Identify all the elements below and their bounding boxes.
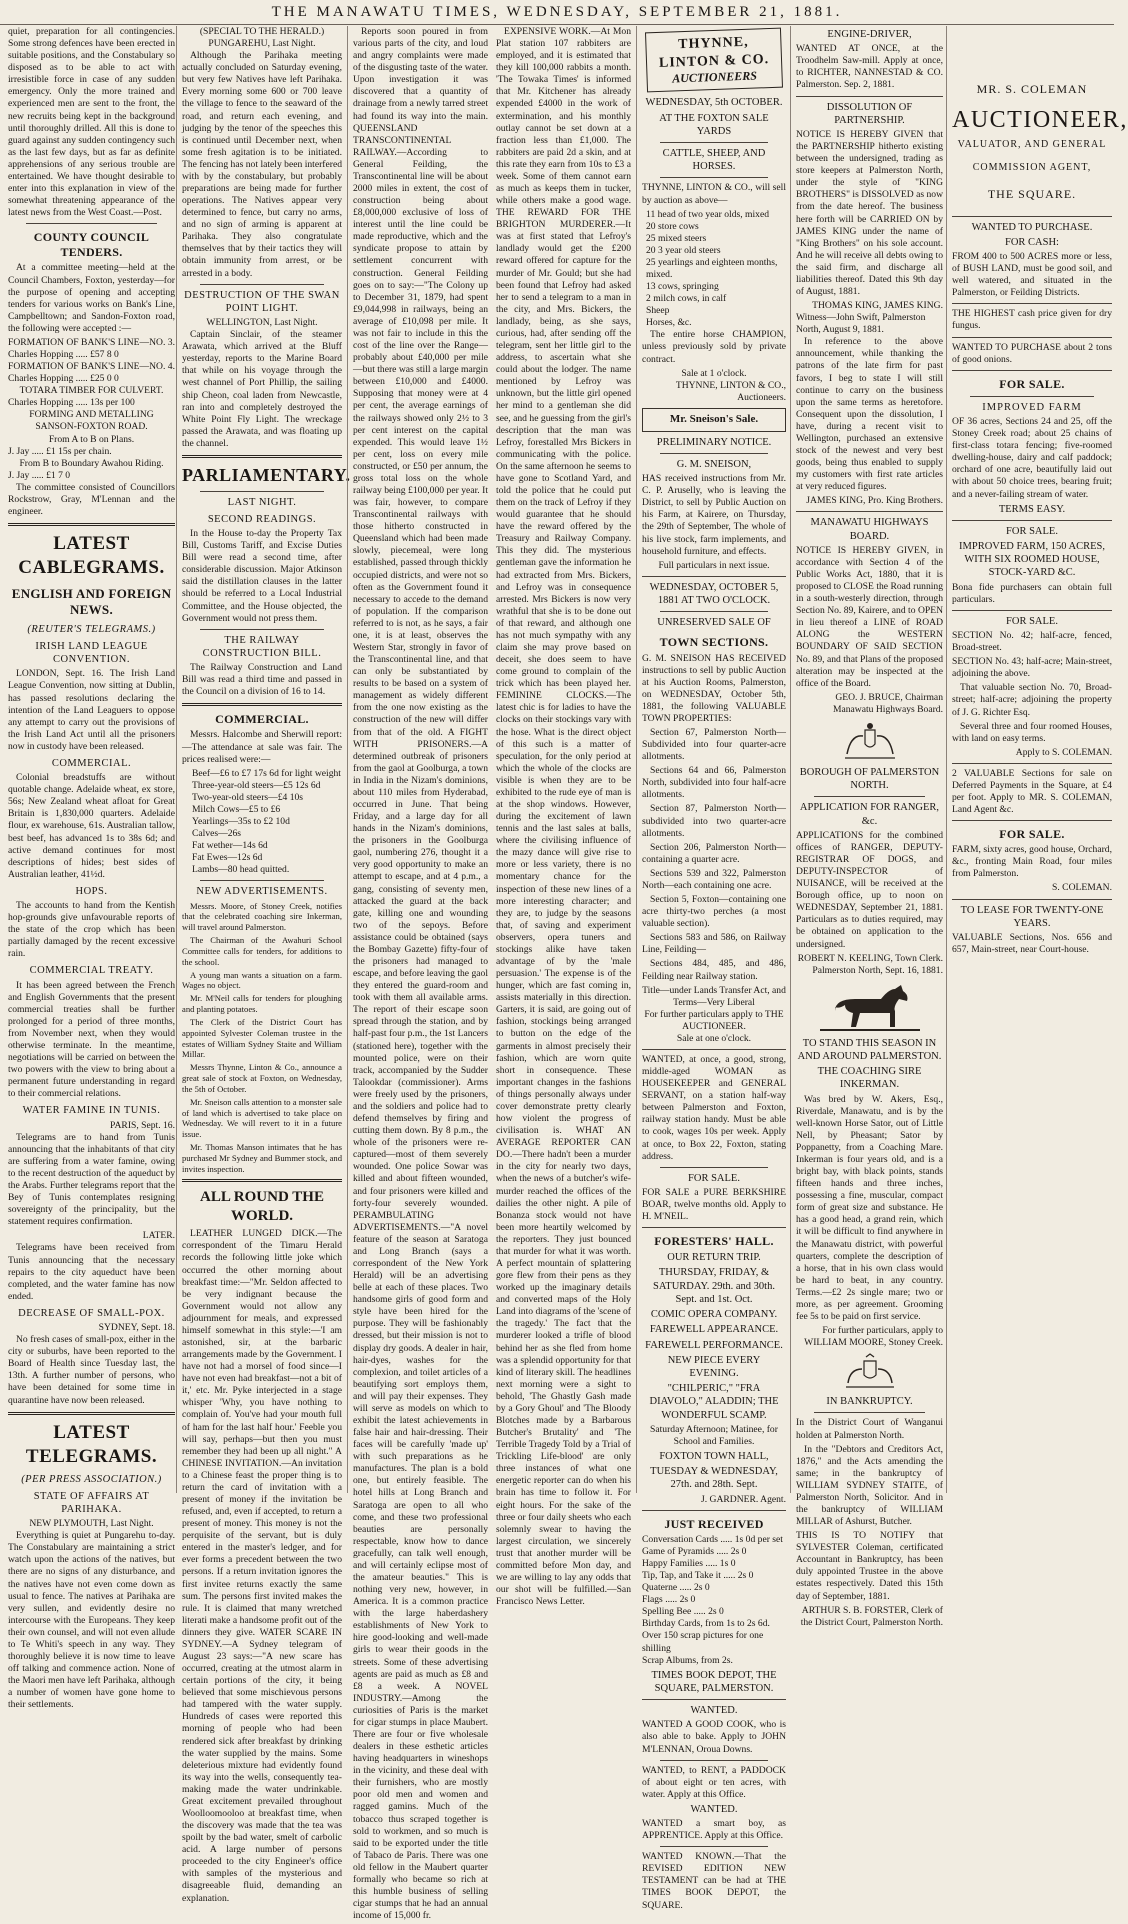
wanted-rent: WANTED, to RENT, a PADDOCK of about eight or ten acres, with water. Apply at this Office. xyxy=(642,1764,786,1800)
article-text: The committee consisted of Councillors Rockstrow, Gray, M'Lennan and the engineer. xyxy=(8,481,175,518)
coaching-sire: THE COACHING SIRE INKERMAN. xyxy=(817,1066,922,1091)
foxton-hall: FOXTON TOWN HALL, xyxy=(659,1451,769,1463)
livestock-item: 20 3 year old steers xyxy=(646,244,721,256)
town-item: Section 5, Foxton—containing one acre thirty-two perches (a most valuable section). xyxy=(642,894,786,930)
reference-text: In reference to the above announcement, while thanking the patrons of the late firm for past favors, I beg to state I will still continue to carry on the business upon the same terms as heretofore. Consequent upon the dissolution, I have, during a recent visit to Wellington, purchased an extensive stock of the newest and very best goods, being thus enabled to supply my customers with first rate articles at very reduced figures. xyxy=(796,336,943,493)
particulars: For further particulars apply to THE AUCTIONEER. xyxy=(644,1008,784,1032)
reference-sign: JAMES KING, Pro. King Brothers. xyxy=(806,495,943,507)
sale-place: AT THE FOXTON SALE YARDS xyxy=(659,112,769,137)
headline-english-foreign: ENGLISH AND FOREIGN NEWS. xyxy=(11,585,172,618)
received-item: Quaterne ..... 2s 0 xyxy=(642,1582,710,1594)
article-text: LONDON, Sept. 16. The Irish Land League Convention, now sitting at Dublin, has passed resolutions declaring the intention of the Land Leaguers to oppose any attempt to carry out the provisions of the Irish Land Act until all the prisoners now in custody have been released. xyxy=(8,668,175,752)
rule xyxy=(200,284,324,285)
livestock-item: Horses, &c. xyxy=(646,317,692,329)
masthead: THE MANAWATU TIMES, WEDNESDAY, SEPTEMBER 21, 1881. xyxy=(0,0,1114,25)
apply-coleman: Apply to S. COLEMAN. xyxy=(1015,746,1112,758)
tender-item: Charles Hopping ..... £25 0 0 xyxy=(8,373,119,385)
article-text: Telegrams are to hand from Tunis announcing that the inhabitants of that city are suffering from a water famine, owing to the recent destruction of the aqueduct by the Arabs. Further telegrams report that the Bey of Tunis contemplates resigning sovereignty of the principality, but the statement requires confirmation. xyxy=(8,1131,175,1228)
headline-swan: DESTRUCTION OF THE SWAN POINT LIGHT. xyxy=(184,289,340,314)
highways-head: MANAWATU HIGHWAYS BOARD. xyxy=(810,517,929,542)
received-list xyxy=(642,1534,786,1667)
price-item: Calves—26s xyxy=(192,828,242,840)
commission-line: COMMISSION AGENT, xyxy=(972,161,1092,173)
court-line: In the District Court of Wanganui holden at Palmerston North. xyxy=(796,1417,943,1441)
dateline: PARIS, Sept. 16. xyxy=(110,1119,175,1131)
town-list xyxy=(642,727,786,983)
ranger-head: APPLICATION FOR RANGER, &c. xyxy=(799,802,940,827)
rule xyxy=(952,763,1112,764)
improved-farm-150: IMPROVED FARM, 150 ACRES, WITH SIX ROOMED HOUSE, STOCK-YARD &C. xyxy=(959,541,1105,579)
livestock-item: 11 head of two year olds, mixed xyxy=(646,208,769,220)
received-item: Spelling Bee ..... 2s 0 xyxy=(642,1606,724,1618)
sneison-sale-box: Mr. Sneison's Sale. xyxy=(642,408,786,432)
for-sale-boar: FOR SALE a PURE BERKSHIRE BOAR, twelve months old. Apply to H. M'NEIL. xyxy=(642,1186,786,1223)
livestock-item: Sheep xyxy=(646,305,670,317)
wanted-known: WANTED KNOWN.—That the REVISED EDITION NEW TESTAMENT can be had at THE TIMES BOOK DEPOT, the SQUARE. xyxy=(642,1851,786,1911)
title-line: Title—under Lands Transfer Act, and xyxy=(642,984,786,996)
double-rule xyxy=(182,703,342,706)
tender-item: J. Jay ..... £1 7 0 xyxy=(8,469,71,481)
tender-item: FORMATION OF BANK'S LINE—NO. 3. xyxy=(8,336,175,348)
headline-council: COUNTY COUNCIL TENDERS. xyxy=(33,230,150,260)
for-cash: FOR CASH: xyxy=(1005,236,1059,248)
livestock-item: 13 cows, springing xyxy=(646,281,719,293)
rule xyxy=(814,796,925,797)
livestock-item: 2 milch cows, in calf xyxy=(646,293,727,305)
rule xyxy=(642,1510,786,1511)
price-list xyxy=(182,768,342,877)
tender-item: From A to B on Plans. xyxy=(48,433,135,445)
bankruptcy-text: In the "Debtors and Creditors Act, 1876," and the Acts amending the same; in the bankruptcy of WILLIAM SYDNEY STAITE, of Palmerston North, Solicitor. And in the bankruptcy of WILLIAM MILLAR of Ashurst, Butcher. xyxy=(796,1443,943,1528)
price-item: Beef—£6 to £7 17s 6d for light weight xyxy=(192,767,341,779)
column-5 xyxy=(790,26,948,1628)
headline-parihaka: STATE OF AFFAIRS AT PARIHAKA. xyxy=(33,1490,150,1515)
wanted-cook: WANTED A GOOD COOK, who is also able to bake. Apply to JOHN M'LENNAN, Oroua Downs. xyxy=(642,1719,786,1755)
wanted-purchase: WANTED TO PURCHASE. xyxy=(971,221,1093,233)
wanted-onions: WANTED TO PURCHASE about 2 tons of good onions. xyxy=(952,341,1112,365)
rule xyxy=(796,96,943,97)
article-text: LEATHER LUNGED DICK.—The correspondent of the Timaru Herald records the following little joke which occurred the other morning about breakfast time:—"Mr. Seldon affected to be very indignant because the Government would not allow any adjournment for meals, and expressed himself somewhat in this style:—'I am astonished, sir, at the barbaric arrangements made by the Government. I have not had a morsel of food since—I have not even had breakfast—not a bit of it,' etc. Mr. Pyke interjected in a stage whisper 'Why, you have nothing to complain of. You've had your mouth full of ham for the last half hour.' Feeble you will say, perhaps—but then you must remember they had been up all night." A CHINESE INVITATION.—An invitation to a Chinese feast the proper thing is to return the card of invitation with a present of money if the invitation be refused, and, even if accepted, to return a present of money. This money is not the perquisite of the servant, but is duly entered in the master's ledger, and for ever forms a precedent between the two persons. If a return invitation ignores the first invitee returns exactly the same sum. The persons first invited makes the rule. It is claimed that many wretched literati make a handsome profit out of the dinners they give. WATER SCARE IN SYDNEY.—A Sydney telegram of August 23 says:—"A new scare has occurred, creating at the utmost alarm in certain portions of the city, it being believed that some mischievous persons had tampered with the water supply. Hundreds of cases were reported this morning of people who had been rendered sick after breakfast by drinking the water supplied by the mains. Some deleterious mixture had evidently found its way into the wells, consequently tea-making made the water undrinkable. Great excitement prevailed throughout Woolloomooloo at breakfast time, when the discovery was made that the tea was spoilt by the bad water, smelt of carbolic acid. A large number of persons proceeded to the city Engineer's office with samples of the mysterious and disagreeable fluid, demanding an explanation. xyxy=(182,1228,342,1904)
price-item: Yearlings—35s to £2 10d xyxy=(192,816,290,827)
town-item: Sections 484, 485, and 486, Feilding near Railway station. xyxy=(642,958,786,982)
column-2 xyxy=(176,26,351,1904)
ad-note: Messrs. Moore, of Stoney Creek, notifies that the celebrated coaching sire Inkerman, will travel around Palmerston. xyxy=(182,900,342,933)
for-sale-head: FOR SALE. xyxy=(1006,615,1058,627)
article-text: EXPENSIVE WORK.—At Mon Plat station 107 rabbiters are employed, and it is estimated that they kill 100,000 rabbits a month. 'The Towaka Times' is informed that Mr. Kitchener has already expended £4000 in the work of extermination, and his monthly outlay cannot be set down at a fraction less than £1,000. The rabbiters are paid 2d a skin, and at this rate they earn from 10s to £3 a week. Some of them cannot earn as much as keeps them in tucker, while others make a good wage. THE REWARD FOR THE BRIGHTON MURDERER.—It was at first stated that Lefroy's landlady would get the £200 reward offered for capture for the murder of Mr. Gould; but she had been found that Lefroy had asked her to send a telegram to a man in the city, and Mrs. Bickers, the landlady, being, as she says, curious, had, after sending off the telegram, sent her little girl to the address, to ascertain what she could about the lodger. The name mentioned by Lefroy was unknown, but the little girl opened her mind to a gentleman she did see, and he guessing from the girl's description that the man was Lefroy, forestalled Mrs Bickers in communicating with the police. On the same afternoon he seems to have gone to Scotland Yard, and told the police that he could put them on the track of Lefroy if they would guarantee that he should have the reward offered by the Treasury and Railway Company. This they did. The mysterious gentleman gave the information he had extracted from Mrs. Bickers, and Lefroy was in consequence arrested. Mrs Bickers is now very wrathful that she is to be done out of that reward, and although one has not much sympathy with any claim she may prove based on deceit, she does seem to have come ground to complain of the trick which has been played her. FEMININE CLOCKS.—The latest chic is for ladies to have the clocks on their stockings vary with the hose. What is the direct object of this such is a matter of speculation, for the only period at which the whole of the clocks are visible is when they are to be exhibited to the rude eye of man is at the shop windows. However, during the excitement of lawn tennis and the last sales at balls, where the civilising influence of the mazy dance will give rise to more or less variety, there is no momentary chance for the inspection of these new lines of a more interesting character; and they are, to judge by the seasons that, of saving and experiment observers, opera tuners and stockings alike have taken advantage of by the 'male persuasion.' The expense is of the hunger, which are fast coming in, assists materially in this direction. Garters, it is said, are going out of fashion, stockings being arranged to button on the edge of the garments in almost precisely their fashion, which are worn quite short in consequence. These important changes in the fashions of things personally always under cover demonstrate pretty clearly how violent the progress of civilisation is. WHAT AN AVERAGE REPORTER CAN DO.—There hadn't been a murder in the city for nearly two days, when the news of a butcher's wife-murder reached the offices of the dailies the other night. A pile of Bonanza stock would not have been more heartily welcomed by the reporters. They just bounced that murder for what it was worth. A perfect mountain of splattering gore flew from their pens as they worked up the imaginary details and converted maps of the Holy Land into diagrams of the 'scene of the tragedy.' The fact that the murderer looked a trifle of blood behind her as she fled from home was a splendid opportunity for that kind of literary skill. The headlines next morning were a sight to behold, 'The Ghastly Gash made by a Gory Ghoul' and 'The Bloody Blotches made by a Barbarous Butcher's Brutality' and 'The Terrible Tragedy Told by a Trial of Trickling Life-blood' are only three instances of what one energetic reporter can do when his brain has time to follow it. For eight hours. For the sake of the three or four daily sheets who each solemnly swear to having the largest circulation, we sincerely trust that another murder will be committed before Mon day, and we are willing to lay any odds that our shot will be fulfilled.—San Francisco News Letter. xyxy=(496,26,631,1608)
highest-price: THE HIGHEST cash price given for dry fungus. xyxy=(952,308,1112,332)
farm-text: OF 36 acres, Sections 24 and 25, off the Stoney Creek road; about 25 chains of first-class totara fencing; five-roomed dwelling-house, dairy and calf paddock; orchard of one acre, beautifully laid out with about 50 choice trees, bearing fruit; and a never-failing stream of water. xyxy=(952,416,1112,500)
rule xyxy=(952,610,1112,611)
dissolution-text: NOTICE IS HEREBY GIVEN that the PARTNERSHIP hitherto existing between the undersigned, trading as store keepers at Palmerston North, under the style of "KING BROTHERS" is DISSOLVED as now from the date hereof. The business here forth will be CARRIED ON by JAMES KING under the name of "King Brothers" on his sole account. And he will receive all debts owing to the said firm, and discharge all liabilities thereof. Dated this 9th day of August, 1881. xyxy=(796,128,943,297)
new-piece: NEW PIECE EVERY EVENING. xyxy=(667,1354,761,1379)
article-text: Although the Parihaka meeting actually concluded on Saturday evening, but very few Natives have left Parihaka. Every morning some 600 or 700 leave the village to fence to the seaward of the road, and return each evening, and judging by the tenor of the speeches this is continued until December next, when some fresh agitation is to be initiated. The fencing has not lately been interfered with by the constabulary, but probably preparations are being made for further operations. The Natives appear very determined to fence, but carry no arms, and no sign of arming is apparent at Parihaka. They also congratulate themselves that by their tactics they will obtain immunity from arrest, or be arrested in a body. xyxy=(182,50,342,279)
opera-company: COMIC OPERA COMPANY. xyxy=(650,1309,778,1321)
received-item: Happy Families ..... 1s 0 xyxy=(642,1558,736,1570)
headline-commercial: COMMERCIAL. xyxy=(215,712,309,727)
price-item: Lambs—80 head quitted. xyxy=(192,864,290,876)
article-text: At a committee meeting—held at the Council Chambers, Foxton, yesterday—for the purpose of opening and accepting tenders for various works on Bank's Line, Campbelltown; and Sandon-Foxton road, the following were accepted :— xyxy=(8,262,175,334)
for-sale-head: FOR SALE. xyxy=(1006,525,1058,537)
sale-stallion: The entire horse CHAMPION, unless previously sold by private contract. xyxy=(642,329,786,365)
notify-sign: ARTHUR S. B. FORSTER, Clerk of the District Court, Palmerston North. xyxy=(800,1604,943,1628)
article-text: Colonial breadstuffs are without quotable change. Adelaide wheat, ex store, 56s; New Zealand wheat afloat for Great Britain is 1,830,000 quarters. Adelaide flour, ex warehouse, 61s. Australian tallow, best beef, has advanced 1s to 38s 6d; and active demand continues for most descriptions of hides; best sides of Australian leather, 41½d. xyxy=(8,772,175,880)
rule xyxy=(952,216,1112,217)
improved-farm: IMPROVED FARM xyxy=(982,401,1082,413)
section-item: SECTION No. 42; half-acre, fenced, Broad-street. xyxy=(952,630,1112,654)
stamp-firm: THYNNE, LINTON & CO. xyxy=(658,34,770,71)
double-rule xyxy=(8,523,175,526)
subhead-second-readings: SECOND READINGS. xyxy=(207,513,317,525)
sale-date: WEDNESDAY, 5th OCTOBER. xyxy=(645,97,783,109)
subhead-last-night: LAST NIGHT. xyxy=(227,496,297,508)
livestock-item: 25 yearlings and eighteen months, mixed. xyxy=(646,256,778,280)
article-text: quiet, preparation for all contingencies. Some strong defences have been erected in suitable positions, and the Constabulary so disposed as to be able to act with irresistible force in case of any sudden emergency. Only the more trained and experienced men are sent to the front, the new recruits being kept in the background until thoroughly drilled. All this is done to guard against any sudden contingency such as the last few days, but as far as definite apprehensions of any serious trouble are entertained. We have thought desirable to enter into this explanation in view of the somewhat threatening appearance of the latest news from the West Coast.—Post. xyxy=(8,26,175,219)
dateline: SYDNEY, Sept. 18. xyxy=(98,1322,175,1334)
town-item: Section 67, Palmerston North—Subdivided into four quarter-acre allotments. xyxy=(642,727,786,763)
return-trip: OUR RETURN TRIP. xyxy=(667,1252,761,1264)
rule xyxy=(814,1412,925,1413)
rule xyxy=(660,611,768,612)
rule xyxy=(970,396,1094,397)
special-line: (SPECIAL TO THE HERALD.) xyxy=(199,26,325,37)
coat-of-arms-icon xyxy=(796,720,943,762)
received-item: Game of Pyramids ..... 2s 0 xyxy=(642,1545,747,1557)
press-association-line: (PER PRESS ASSOCIATION.) xyxy=(21,1473,162,1485)
column-1 xyxy=(4,26,179,1711)
pieces: "CHILPERIC," "FRA DIAVOLO," ALADDIN; THE WONDERFUL SCAMP. xyxy=(649,1383,779,1421)
article-text: In the House to-day the Property Tax Bill, Customs Tariff, and Excise Duties Bill were read a second time, after considerable discussion. Major Atkinson said the distillation clauses in the latter should be referred to a Local Industrial Committee, and the House objected, the Government would not press them. xyxy=(182,528,342,624)
farewell-appearance: FAREWELL APPEARANCE. xyxy=(649,1324,779,1336)
wanted-head: WANTED. xyxy=(690,1705,738,1717)
dissolution-sign: THOMAS KING, JAMES KING. xyxy=(812,300,943,312)
just-received: JUST RECEIVED xyxy=(664,1516,764,1531)
article-text: Reports soon poured in from various parts of the city, and loud and angry complaints were made of the disgusting taste of the water. Upon investigation it was discovered that a quantity of drainage from a newly tarred street had found its way into the main. QUEENSLAND TRANSCONTINENTAL RAILWAY.—According to General Feilding, the Transcontinental line will be about 2000 miles in extent, the cost of construction being about £8,000,000 exclusive of loss of interest until the line could be made reproductive, which and the syndicate propose to attain by settlement concurrent with construction. General Feilding goes on to say:—"The Colony up to December 31, 1879, had spent £9,044,998 in railways, being an average of £10,098 per mile. It was not fair to include in this the cost of the line over the Range—probably about £40,000 per mile—but there was still a large margin between £10,000 and £4000. Supposing that money were at 4 per cent, the average earnings of the railways showed only 2½ to 3 per cent interest on the capital expended. This would leave 1½ per cent, loss on every mile constructed, or £50 per annum, the gross total loss on the whole railway being £100,000 per year. It was fair, however, to compare Transcontinental railways with those hitherto constructed in Queensland which had been made slowly, piecemeal, were long established, passed through thickly occupied districts, and were not so often as the Government found it necessary to accede to the demand of population. If the comparison referred to is not, as he says, a fair one, it is at least, observes the Western Star, strongly in favor of the Transcontinental line, and that can only be substantiated by results to be based on a system of management as widely different from the one now existing as the construction of the new will differ from that of the old. A FIGHT WITH PRISONERS.—A determined outbreak of prisoners from the gaol at Goolburga, a town in India in the Nizam's dominions, about 110 miles from Hyderabad, occurred in June. That being Friday, and a large day for all hands in the Nizam's dominions, the prisoners in the Goolburga gaol, numbering 276, thought it a very good opportunity to make an attempt to escape, and at 4 p.m., a gang, consisting of seventy men, attacked the guard at the back gate, killing one and wounding two of the sepoys. Before assistance could be obtained (says the Bombay Gazette) fifty-four of the prisoners had managed to escape, and before leaving the gaol they entered the guard-room and took with them all available arms. The report of their escape soon spread through the station, and by half-past four p.m., the 1st Lancers (stationed here), together with the mounted police, were on their track, accompanied by the Sudder Talookdar (commissioner). Arms were freely used by the prisoners, and the soldiers and police had to defend themselves by firing and cutting them down. By 8 p.m., the whole of the prisoners were re-captured—most of them severely wounded. One police Sowar was killed and about fifteen wounded, and four prisoners were killed and forty-four severely wounded. PERAMBULATING ADVERTISEMENTS.—"A novel feature of the season at Saratoga and Long Branch (says a correspondent of the New York Herald) will be an advertising belle at each of these places. Two handsome girls of good form and style have been hired for the purpose. They will be fashionably dressed, but their mission is not to display dry goods. A dealer in hair, hair-dyes, washes for the complexion, and toilet articles of a beautifying sort employs them, and will pay their expenses. They will serve as models on which to exhibit the latest achievements in false hair and hair-dressing. Their faces will be carefully 'made up' with such preparations as he manufactures. The plan is a bold one, but entirely feasible. The hotel hills at Long Branch and Saratoga are open to all who come, and these two professional beauties are personally respectable, know how to dance gracefully, can talk well enough, and will certainly eclipse most of the amateur beauties." This is nothing very new, however, in America. It is a common practice with the large haberdashery establishments of New York to hire good-looking and well-made girls to wear their goods in the streets. Some of these advertising agents are paid as much as £8 and £8 a week. A NOVEL INDUSTRY.—Among the curiosities of Paris is the market for cigar stumps in place Maubert. There are four or five wholesale dealers in these esthetic articles having headquarters in wineshops in the vicinity, and these deal with their furnishers, who are mostly poor old men and women and ragged gamins. Much of the tobacco thus scraped together is sold to workmen, and so much is said to be exported under the title of Tabaco de Paris. There was one old fellow in the Maubert quarter formally who became so rich at this humble business of selling cigar stumps that he had an annual income of 15,000 fr. xyxy=(353,26,488,1922)
dissolution-head: DISSOLUTION OF PARTNERSHIP. xyxy=(826,101,913,126)
square-line: THE SQUARE. xyxy=(987,186,1077,201)
column-3-left xyxy=(353,26,488,1924)
for-sale-head: FOR SALE. xyxy=(999,376,1065,391)
received-item: Over 150 scrap pictures for one shilling xyxy=(642,1630,764,1654)
sale-one: Sale at one o'clock. xyxy=(676,1032,752,1044)
ad-note: Messrs Thynne, Linton & Co., announce a great sale of stock at Foxton, on Wednesday, the 5th of October. xyxy=(182,1062,342,1094)
article-text: Captain Sinclair, of the steamer Arawata, which arrived at the Bluff yesterday, reports to the Marine Board that while on his voyage through the west channel of Port Phillip, the sailing ship Cheon, coal laden from Newcastle, ran into and completely destroyed the White Point Fly Light. The wreckage passed the Arawata, and was floating up the channel. xyxy=(182,329,342,449)
article-text: The accounts to hand from the Kentish hop-grounds give unfavourable reports of the state of the crop which has been partially damaged by the recent excessive rain. xyxy=(8,900,175,960)
received-item: Tip, Tap, and Take it ..... 2s 0 xyxy=(642,1570,754,1582)
article-text: Messrs. Halcombe and Sherwill report:—The attendance at sale was fair. The prices realised were:— xyxy=(182,729,342,765)
article-text: Telegrams have been received from Tunis announcing that the necessary repairs to the city aqueduct have been completed, and the water famine has now ended. xyxy=(8,1242,175,1302)
town-sale-date: WEDNESDAY, OCTOBER 5, 1881 AT TWO O'CLOCK. xyxy=(649,581,779,606)
section-item: SECTION No. 43; half-acre; Main-street, adjoining the above. xyxy=(952,656,1112,680)
for-sale-head: FOR SALE. xyxy=(688,1172,740,1184)
rule xyxy=(660,142,768,143)
tender-item: Charles Hopping ..... £57 8 0 xyxy=(8,349,119,361)
rule xyxy=(660,453,768,454)
horse-icon xyxy=(796,981,943,1033)
received-item: Birthday Cards, from 1s to 2s 6d. xyxy=(642,1618,770,1630)
rule xyxy=(642,1227,786,1228)
inkerman-text: Was bred by W. Akers, Esq., Riverdale, Manawatu, and is by the well-known Horse Sator, out of Little Nell, by Pheasant; Sator by Poppanetty, from a Coaching Mare. Inkerman is four years old, and is a bright bay, with black points, stands fifteen hands and three inches, possessing a fine, muscular, compact form of great size and substance. He has a good head, a grand rein, which it will be difficult to find anywhere in the Manawatu district, with powerful quarters, complete the description of a horse, that in his own class would be hard to beat, in any country. Terms.—£2 2s single mare; two or more, as per agreement. Grooming fee 5s to be paid on first service. xyxy=(796,1093,943,1323)
price-item: Two-year-old steers—£4 10s xyxy=(192,791,304,803)
auctioneer-name: MR. S. COLEMAN xyxy=(976,82,1088,96)
sale-intro: THYNNE, LINTON & CO., will sell by auction as above— xyxy=(642,182,786,206)
article-text: No fresh cases of small-pox, either in the city or suburbs, have been reported to the Board of Health since Tuesday last, the 13th. A further number of persons, who have been detained for some time in quarantine have now been released. xyxy=(8,1334,175,1406)
rule xyxy=(796,511,943,512)
to-lease: TO LEASE FOR TWENTY-ONE YEARS. xyxy=(960,904,1104,929)
valuator-line: VALUATOR, AND GENERAL xyxy=(957,139,1107,151)
town-intro: G. M. SNEISON HAS RECEIVED instructions to sell by public Auction at his Auction Rooms, Palmerston, on WEDNESDAY, October 5th, 1881, the following VALUABLE TOWN PROPERTIES: xyxy=(642,652,786,724)
tender-item: FORMING AND METALLING SANSON-FOXTON ROAD. xyxy=(29,409,154,433)
sale-time: Sale at 1 o'clock. xyxy=(681,367,747,379)
tender-list xyxy=(8,337,175,482)
rule xyxy=(642,576,786,577)
dateline: WELLINGTON, Last Night. xyxy=(206,317,318,329)
witness: Witness—John Swift, Palmerston North, August 9, 1881. xyxy=(796,312,926,336)
received-item: Scrap Albums, from 2s. xyxy=(642,1654,733,1666)
next-issue: Full particulars in next issue. xyxy=(658,559,770,571)
rule xyxy=(952,337,1112,338)
price-item: Fat wether—14s 6d xyxy=(192,840,268,852)
headline-railway: THE RAILWAY CONSTRUCTION BILL. xyxy=(202,634,322,659)
double-rule xyxy=(182,455,342,458)
farm-sixty: FARM, sixty acres, good house, Orchard, &c., fronting Main Road, four miles from Palmerston. xyxy=(952,844,1112,880)
rule xyxy=(952,370,1112,371)
town-item: Section 206, Palmerston North—containing a quarter acre. xyxy=(642,841,786,865)
wanted-housekeeper: WANTED, at once, a good, strong, middle-aged WOMAN as HOUSEKEEPER and GENERAL SERVANT, on a station half-way between Palmerston and Foxton, railway station handy. Must be able to cook, wages 10s per week. Apply at once, to Box 22, Foxton, stating address. xyxy=(642,1053,786,1162)
book-depot: TIMES BOOK DEPOT, THE SQUARE, PALMERSTON. xyxy=(651,1669,777,1694)
received-item: Conversation Cards ..... 1s 0d per set xyxy=(642,1533,783,1545)
stand-head: TO STAND THIS SEASON IN AND AROUND PALMERSTON. xyxy=(797,1037,942,1062)
auctioneers-stamp xyxy=(645,28,783,93)
ad-note: A young man wants a situation on a farm. Wages no object. xyxy=(182,969,342,991)
unreserved: UNRESERVED SALE OF xyxy=(657,617,771,629)
inkerman-sign: For further particulars, apply to WILLIAM MOORE, Stoney Creek. xyxy=(804,1325,943,1349)
lease-text: VALUABLE Sections, Nos. 656 and 657, Main-street, near Court-house. xyxy=(952,932,1112,956)
subhead-later: LATER. xyxy=(142,1230,175,1242)
tender-item: FORMATION OF BANK'S LINE—NO. 4. xyxy=(8,361,175,373)
rule xyxy=(642,1049,786,1050)
valuable-section: That valuable section No. 70, Broad-street; half-acre; adjoining the property of J. G. Richter Esq. xyxy=(952,682,1112,718)
bona-fide: Bona fide purchasers can obtain full particulars. xyxy=(952,581,1112,605)
headline-latest-telegrams: LATEST TELEGRAMS. xyxy=(25,1421,158,1467)
column-3-right xyxy=(496,26,631,1924)
rule xyxy=(660,1846,768,1847)
rule xyxy=(660,1760,768,1761)
valuable-sections-square: 2 VALUABLE Sections for sale on Deferred Payments in the Square, at £4 per foot. Apply to MR. S. COLEMAN, Land Agent &c. xyxy=(952,767,1112,816)
town-item: Section 87, Palmerston North—subdivided into two quarter-acre allotments. xyxy=(642,803,786,839)
reuters-line: (REUTER'S TELEGRAMS.) xyxy=(27,623,156,635)
double-rule xyxy=(182,1179,342,1182)
bankruptcy-head: IN BANKRUPTCY. xyxy=(826,1396,913,1408)
auctioneer-title: AUCTIONEER, xyxy=(952,107,1128,134)
column-4 xyxy=(636,26,791,1911)
rule xyxy=(952,303,1112,304)
headline-treaty: COMMERCIAL TREATY. xyxy=(29,965,154,977)
ad-note: Mr. M'Neil calls for tenders for ploughing and planting potatoes. xyxy=(182,993,342,1015)
rule xyxy=(642,1699,786,1700)
article-text: Everything is quiet at Pungarehu to-day. The Constabulary are maintaining a strict watch upon the actions of the natives, but there are no signs of any disturbance, and the natives have not even come down as usual to fence. The natives at Parihaka are very sullen, and evidently desire no intercourse with the Europeans. They keep their own counsel, and will not even allude to Te Whiti's speech in any way. They thoroughly believe it is now time to leave off talking and commence action. None of the Maori men have left Parihaka, although a number of women have gone home to their settlements. xyxy=(8,1530,175,1711)
dateline: NEW PLYMOUTH, Last Night. xyxy=(29,1518,154,1530)
column-3 xyxy=(347,26,636,1922)
rule xyxy=(952,820,1112,821)
cash-text: FROM 400 to 500 ACRES more or less, of BUSH LAND, must be good soil, and well watered, and situated in the Palmerston, or Feilding Districts. xyxy=(952,251,1112,299)
engine-driver-head: ENGINE-DRIVER, xyxy=(827,29,912,40)
headline-all-round-world: ALL ROUND THE WORLD. xyxy=(200,1189,324,1225)
price-item: Milch Cows—£5 to £6 xyxy=(192,803,281,815)
spacer xyxy=(952,26,1112,82)
prelim-notice: PRELIMINARY NOTICE. xyxy=(656,436,772,448)
headline-irish: IRISH LAND LEAGUE CONVENTION. xyxy=(35,640,148,666)
terms-easy: TERMS EASY. xyxy=(998,503,1066,515)
town-sections-head: TOWN SECTIONS. xyxy=(659,635,769,650)
price-item: Fat Ewes—12s 6d xyxy=(192,852,263,864)
sale-sign: THYNNE, LINTON & CO., Auctioneers. xyxy=(675,379,786,403)
tender-item: Charles Hopping ..... 13s per 100 xyxy=(8,397,135,409)
highways-sign: GEO. J. BRUCE, Chairman Manawatu Highways Board. xyxy=(832,691,943,715)
ads-list xyxy=(182,901,342,1175)
town-item: Sections 64 and 66, Palmerston North, subdivided into four half-acre allotments. xyxy=(642,765,786,801)
rule xyxy=(660,1167,768,1168)
apply-coleman: S. COLEMAN. xyxy=(1052,882,1112,894)
stamp-title: AUCTIONEERS xyxy=(672,68,758,86)
dateline: PUNGAREHU, Last Night. xyxy=(208,38,316,50)
column-3-split xyxy=(353,26,631,1924)
article-text: The Railway Construction and Land Bill was read a third time and passed in the Council on a division of 16 to 14. xyxy=(182,662,342,698)
double-rule xyxy=(8,1412,175,1415)
foresters-hall: FORESTERS' HALL. xyxy=(654,1234,774,1249)
town-item: Sections 539 and 322, Palmerston North—each containing one acre. xyxy=(642,867,786,891)
tender-item: J. Jay ..... £1 15s per chain. xyxy=(8,445,112,457)
auctioneer-name: G. M. SNEISON, xyxy=(676,458,752,470)
matinee: Saturday Afternoon; Matinee, for School and Families. xyxy=(650,1423,778,1447)
livestock-list xyxy=(642,209,786,330)
headline-new-advertisements: NEW ADVERTISEMENTS. xyxy=(196,886,328,898)
rule xyxy=(26,223,157,224)
several-houses: Several three and four roomed Houses, with land on easy terms. xyxy=(952,720,1112,744)
headline-famine: WATER FAMINE IN TUNIS. xyxy=(22,1105,161,1117)
foxton-dates: TUESDAY & WEDNESDAY, 27th. and 28th. Sept. xyxy=(650,1466,778,1491)
ad-note: Mr. Thomas Manson intimates that he has purchased Mr Sydney and Bummer stock, and invites inspection. xyxy=(182,1142,342,1174)
royal-arms-icon xyxy=(796,1353,943,1391)
rule xyxy=(200,880,324,881)
tender-item: From B to Boundary Awahou Riding. xyxy=(19,457,164,469)
headline-latest-cablegrams: LATEST CABLEGRAMS. xyxy=(18,533,165,579)
price-item: Three-year-old steers—£5 12s 6d xyxy=(192,779,321,791)
headline-hops: HOPS. xyxy=(75,885,108,897)
livestock-item: 25 mixed steers xyxy=(646,232,707,244)
wanted-boy: WANTED a smart boy, as APPRENTICE. Apply at this Office. xyxy=(642,1818,786,1842)
tender-item: TOTARA TIMBER FOR CULVERT. xyxy=(19,385,164,397)
terms: Terms—Very Liberal xyxy=(673,996,755,1008)
rule xyxy=(952,520,1112,521)
for-sale-head: FOR SALE. xyxy=(999,827,1065,842)
ad-note: The Clerk of the District Court has appointed Sylvester Coleman trustee in the estates of William Sydney Staite and William Millar. xyxy=(182,1016,342,1060)
ranger-sign: ROBERT N. KEELING, Town Clerk. Palmerston North, Sept. 16, 1881. xyxy=(797,952,943,976)
received-item: Flags ..... 2s 0 xyxy=(642,1594,696,1606)
rule xyxy=(200,491,324,492)
town-item: Sections 583 and 586, on Railway Line, Feilding— xyxy=(642,932,786,956)
rule xyxy=(660,177,768,178)
ranger-text: APPLICATIONS for the combined offices of RANGER, DEPUTY-REGISTRAR OF DOGS, and DEPUTY-INSPECTOR of NUISANCE, will be received at the Borough office, up to noon on WEDNESDAY, September 21, 1881. Particulars as to duties required, may be obtained on application to the undersigned. xyxy=(796,829,943,950)
column-6 xyxy=(946,26,1128,1493)
rule xyxy=(200,629,324,630)
sneison-text: HAS received instructions from Mr. C. P. Aruselly, who is leaving the District, to sell by Public Auction on his Farm, at Kairere, on Thursday, the 29th of September, The whole of his live stock, farm implements, and household furniture, and effects. xyxy=(642,473,786,557)
performance-dates: THURSDAY, FRIDAY, & SATURDAY. 29th. and 30th. Sept. and 1st. Oct. xyxy=(653,1267,775,1305)
headline-parliamentary: PARLIAMENTARY. xyxy=(182,464,351,485)
rule xyxy=(952,899,1112,900)
engine-driver-text: WANTED AT ONCE, at the Troodhelm Saw-mill. Apply at once, to RICHTER, NANNESTAD & CO. Palmerston. Sep. 2, 1881. xyxy=(796,43,943,91)
ad-note: Mr. Sneison calls attention to a monster sale of land which is advertised to take place on Wednesday. We will revert to it in a future issue. xyxy=(182,1096,342,1140)
highways-text: NOTICE IS HEREBY GIVEN, in accordance with Section 4 of the Public Works Act, 1880, that it is proposed to CLOSE the Road running in a south-westerly direction, through Section No. 89, Kairere, and to OPEN in lieu thereof a LINE of ROAD ALONG the WESTERN BOUNDARY OF SAID SECTION No. 89, and that Plans of the proposed alteration may be inspected at the office of the Board. xyxy=(796,544,943,689)
headline-commercial: COMMERCIAL. xyxy=(51,757,132,769)
ad-note: The Chairman of the Awahuri School Committee calls for tenders, for additions to the school. xyxy=(182,935,342,967)
article-text: It has been agreed between the French and English Governments that the present commercial treaties shall be further prolonged for a period of three months, from November next, when they would otherwise terminate. In the meantime, negotiations will be carried on between the two powers with the view to bring about a permanent future understanding in regard to their commercial relations. xyxy=(8,979,175,1100)
borough-head: BOROUGH OF PALMERSTON NORTH. xyxy=(799,766,940,792)
wanted-head: WANTED. xyxy=(690,1803,738,1815)
sale-what: CATTLE, SHEEP, AND HORSES. xyxy=(662,148,766,173)
headline-smallpox: DECREASE OF SMALL-POX. xyxy=(18,1307,165,1319)
livestock-item: 20 store cows xyxy=(646,220,699,232)
agent-sign: J. GARDNER. Agent. xyxy=(700,1493,786,1505)
farewell-performance: FAREWELL PERFORMANCE. xyxy=(645,1339,783,1351)
notify-text: THIS IS TO NOTIFY that SYLVESTER Coleman, certificated Accountant in Bankruptcy, has been duly appointed Trustee in the above estates respectively. Dated this 15th day of September, 1881. xyxy=(796,1530,943,1602)
